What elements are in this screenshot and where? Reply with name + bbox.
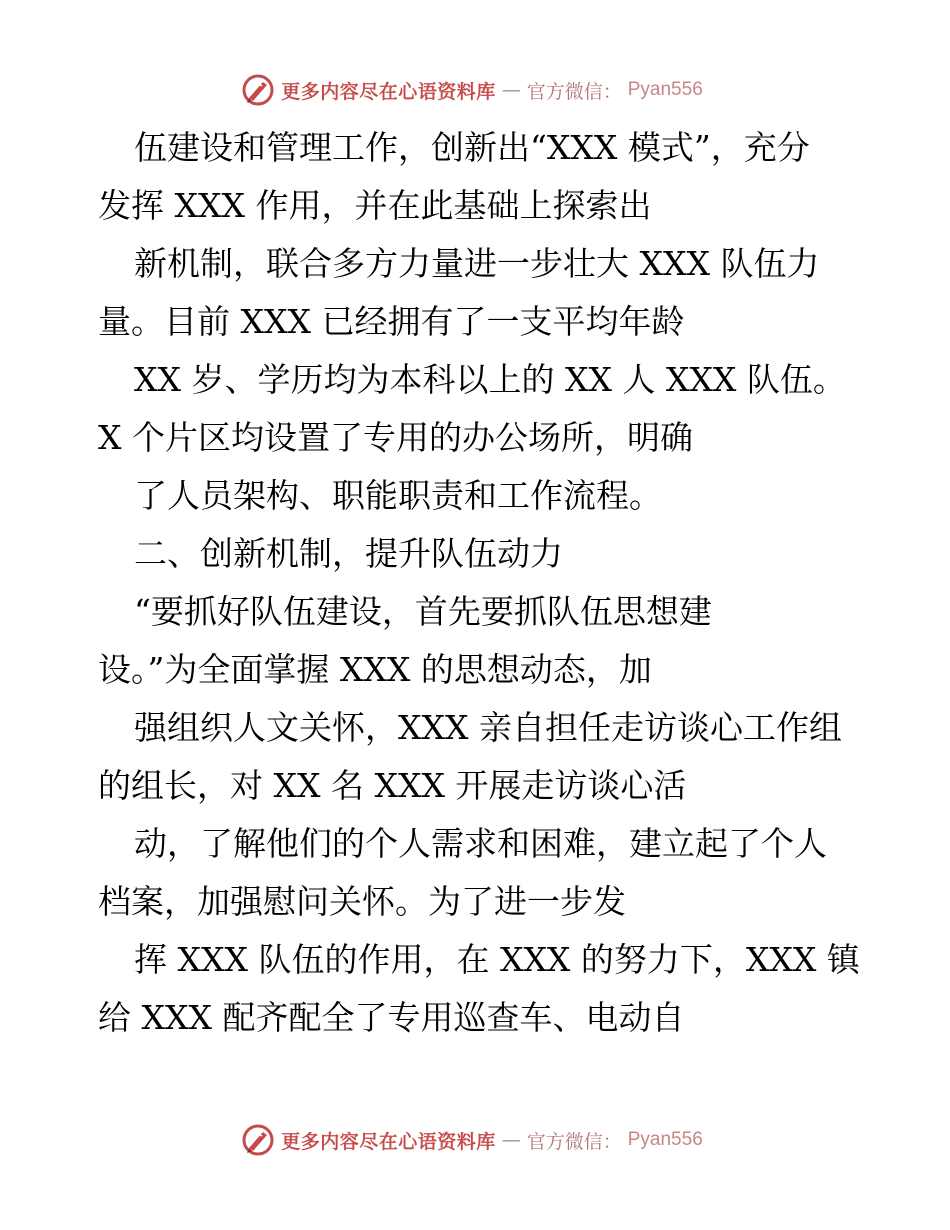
banner-separator: — — [501, 1129, 521, 1151]
body-line: X 个片区均设置了专用的办公场所，明确 — [98, 418, 693, 457]
body-line: 动，了解他们的个人需求和困难，建立起了个人 — [134, 824, 827, 863]
body-line: 强组织人文关怀，XXX 亲自担任走访谈心工作组 — [134, 708, 842, 747]
body-line: 发挥 XXX 作用，并在此基础上探索出 — [98, 186, 652, 225]
banner-main-text: 更多内容尽在心语资料库 — [281, 80, 496, 103]
footer-banner — [0, 1120, 950, 1160]
banner-wechat-id: Pyan556 — [627, 79, 703, 100]
body-line: 给 XXX 配齐配全了专用巡查车、电动自 — [98, 998, 685, 1037]
body-line: 新机制，联合多方力量进一步壮大 XXX 队伍力 — [134, 244, 820, 283]
header-banner — [0, 70, 950, 110]
body-line: “要抓好队伍建设，首先要抓队伍思想建 — [134, 592, 712, 631]
banner-main-text: 更多内容尽在心语资料库 — [281, 1130, 496, 1153]
body-line: 了人员架构、职能职责和工作流程。 — [134, 476, 662, 515]
banner-official-label: 官方微信： — [526, 80, 622, 103]
body-line: 的组长，对 XX 名 XXX 开展走访谈心活 — [98, 766, 687, 805]
pen-seal-logo-icon — [241, 73, 275, 107]
body-line: XX 岁、学历均为本科以上的 XX 人 XXX 队伍。 — [134, 360, 846, 399]
body-line: 量。目前 XXX 已经拥有了一支平均年龄 — [98, 302, 685, 341]
pen-seal-logo-icon — [241, 1123, 275, 1157]
body-line: 伍建设和管理工作，创新出“XXX 模式”，充分 — [134, 128, 810, 167]
body-line: 设。”为全面掌握 XXX 的思想动态，加 — [98, 650, 652, 689]
banner-separator: — — [501, 79, 521, 101]
section-heading: 二、创新机制，提升队伍动力 — [134, 534, 563, 573]
banner-official-label: 官方微信： — [526, 1130, 622, 1153]
footer-banner-content — [241, 1123, 703, 1157]
banner-wechat-id: Pyan556 — [627, 1129, 703, 1150]
body-line: 挥 XXX 队伍的作用，在 XXX 的努力下，XXX 镇 — [134, 940, 860, 979]
body-line: 档案，加强慰问关怀。为了进一步发 — [98, 882, 626, 921]
header-banner-content — [241, 73, 703, 107]
